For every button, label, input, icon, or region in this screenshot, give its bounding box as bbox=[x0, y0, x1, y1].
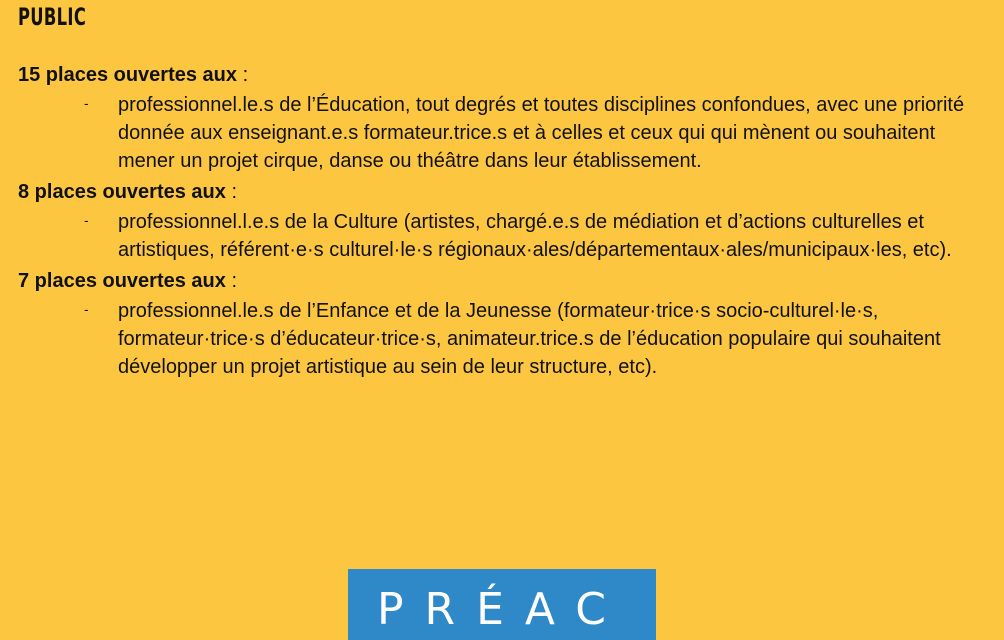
section-heading: PUBLIC bbox=[18, 3, 87, 31]
item-text: professionnel.le.s de l’Enfance et de la Jeunesse (formateur·trice·s socio-culturel·le·s, formateur·trice·s d’éducateur·trice·s, animateur.trice.s de l’éducation populaire qui souhaitent développer un projet artistique au sein de leur structure, etc). bbox=[118, 300, 941, 378]
item-text: professionnel.l.e.s de la Culture (artistes, chargé.e.s de médiation et d’actions culturelles et artistiques, référent·e·s culturel·le·s régionaux·ales/départementaux·ales/municipaux·les, etc). bbox=[118, 211, 952, 261]
item-text: professionnel.le.s de l’Éducation, tout degrés et toutes disciplines confondues, avec une priorité donnée aux enseignant.e.s formateur.trice.s et à celles et ceux qui qui mènent ou souhaitent mener un projet cirque, danse ou théâtre dans leur établissement. bbox=[118, 94, 965, 172]
group-title bbox=[18, 179, 988, 205]
places-count: 15 places ouvertes aux bbox=[18, 64, 238, 86]
bullet-dash: - bbox=[84, 301, 89, 317]
places-count: 7 places ouvertes aux bbox=[18, 270, 226, 292]
preac-logo bbox=[348, 569, 656, 640]
list-item bbox=[18, 208, 988, 264]
audience-group-education bbox=[18, 62, 988, 175]
colon: : bbox=[237, 64, 249, 86]
group-title bbox=[18, 268, 988, 294]
colon: : bbox=[225, 181, 238, 203]
audience-list bbox=[18, 62, 988, 385]
list-item bbox=[18, 91, 988, 175]
audience-group-culture bbox=[18, 179, 988, 264]
group-title bbox=[18, 62, 988, 88]
places-count: 8 places ouvertes aux bbox=[18, 181, 226, 203]
list-item bbox=[18, 297, 988, 381]
colon: : bbox=[225, 270, 238, 292]
preac-logo-text bbox=[362, 575, 642, 635]
bullet-dash: - bbox=[84, 212, 89, 228]
audience-group-jeunesse bbox=[18, 268, 988, 381]
bullet-dash: - bbox=[84, 95, 89, 111]
logo-wordmark: PRÉAC bbox=[377, 583, 627, 635]
